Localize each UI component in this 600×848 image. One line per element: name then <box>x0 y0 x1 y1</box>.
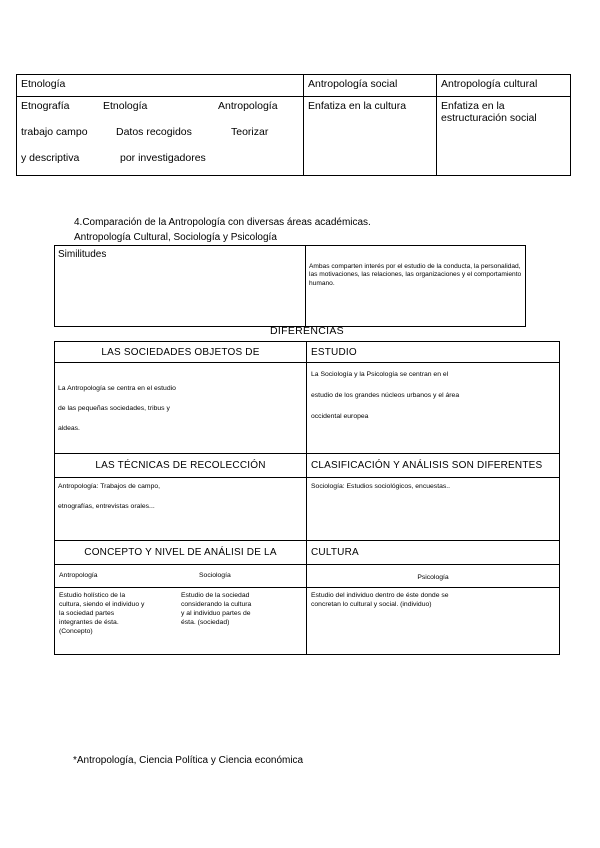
col-psicologia: Psicología <box>417 573 449 581</box>
y-descriptiva: y descriptiva <box>21 152 80 164</box>
sec2-left-line: etnografías, entrevistas orales... <box>58 503 155 510</box>
datos-recogidos: Datos recogidos <box>116 126 192 138</box>
por-investigadores: por investigadores <box>120 152 206 164</box>
socio-line: y al individuo partes de <box>181 610 251 617</box>
col-antropologia: Antropología <box>59 572 98 579</box>
socio-text <box>181 591 303 627</box>
sec3-col-labels <box>55 565 307 588</box>
footnote: *Antropología, Ciencia Política y Ciencia económica <box>73 755 304 766</box>
similitudes-text <box>306 246 526 327</box>
sec2-left-header: LAS TÉCNICAS DE RECOLECCIÓN <box>55 454 307 478</box>
sec1-right-header: ESTUDIO <box>307 342 560 363</box>
sec2-right-line: Sociología: Estudios sociológicos, encuestas.. <box>311 483 451 490</box>
sec2-right-header: CLASIFICACIÓN Y ANÁLISIS SON DIFERENTES <box>307 454 560 478</box>
diferencias-table <box>54 341 560 655</box>
cultural-cell: Enfatiza en la estructuración social <box>437 97 571 176</box>
diferencias-title: DIFERENCIAS <box>270 325 344 337</box>
similitudes-table <box>54 245 526 327</box>
sec2-right-body <box>307 478 560 541</box>
antro-line: la sociedad partes <box>59 610 115 617</box>
col-sociologia: Sociología <box>199 572 231 579</box>
antropologia-label: Antropología <box>218 100 278 112</box>
sec1-left-body <box>55 363 307 454</box>
sec3-left-body <box>55 588 307 655</box>
sec2-left-body <box>55 478 307 541</box>
comparison-subheading: Antropología Cultural, Sociología y Psicología <box>74 232 277 243</box>
sec1-right-line: La Sociología y la Psicología se centran en el <box>311 371 449 378</box>
comparison-heading: 4.Comparación de la Antropología con diversas áreas académicas. <box>74 217 371 228</box>
psico-line: concretan lo cultural y social. (individuo) <box>311 601 432 608</box>
sec1-left-line: La Antropología se centra en el estudio <box>58 385 176 392</box>
antro-text <box>59 591 179 636</box>
sec3-right-body <box>307 588 560 655</box>
antro-line: integrantes de ésta. <box>59 619 119 626</box>
sec3-left-header: CONCEPTO Y NIVEL DE ANÁLISI DE LA <box>55 541 307 565</box>
header-antropologia-cultural: Antropología cultural <box>437 75 571 97</box>
socio-line: ésta. (sociedad) <box>181 619 230 626</box>
sec1-left-header: LAS SOCIEDADES OBJETOS DE <box>55 342 307 363</box>
sec1-left-line: aldeas. <box>58 425 80 432</box>
socio-line: considerando la cultura <box>181 601 252 608</box>
header-antropologia-social: Antropología social <box>304 75 437 97</box>
antro-line: Estudio holístico de la <box>59 592 126 599</box>
socio-line: Estudio de la sociedad <box>181 592 250 599</box>
sec1-right-body <box>307 363 560 454</box>
sec2-left-line: Antropología: Trabajos de campo, <box>58 483 161 490</box>
psico-line: Estudio del individuo dentro de éste donde se <box>311 592 449 599</box>
trabajo-campo: trabajo campo <box>21 126 88 138</box>
sec1-right-line: occidental europea <box>311 413 369 420</box>
etnografia-label: Etnografía <box>21 100 70 112</box>
sec3-right-header: CULTURA <box>307 541 560 565</box>
header-etnologia: Etnología <box>17 75 304 97</box>
similitudes-label: Similitudes <box>55 246 306 327</box>
etnologia-cell <box>17 97 304 176</box>
sec3-col-psicologia-cell <box>307 565 560 588</box>
teorizar: Teorizar <box>231 126 269 138</box>
sec1-right-line: estudio de los grandes núcleos urbanos y el área <box>311 392 460 399</box>
antro-line: cultura, siendo el individuo y <box>59 601 145 608</box>
etnologia-label: Etnología <box>103 100 148 112</box>
etnologia-table <box>16 74 571 176</box>
sec1-left-line: de las pequeñas sociedades, tribus y <box>58 405 170 412</box>
similitudes-paragraph: Ambas comparten interés por el estudio de la conducta, la personalidad, las motivaciones, las relaciones, las organizaciones y el comportamiento humano. <box>309 263 522 287</box>
social-cell: Enfatiza en la cultura <box>304 97 437 176</box>
antro-line: (Concepto) <box>59 628 93 635</box>
